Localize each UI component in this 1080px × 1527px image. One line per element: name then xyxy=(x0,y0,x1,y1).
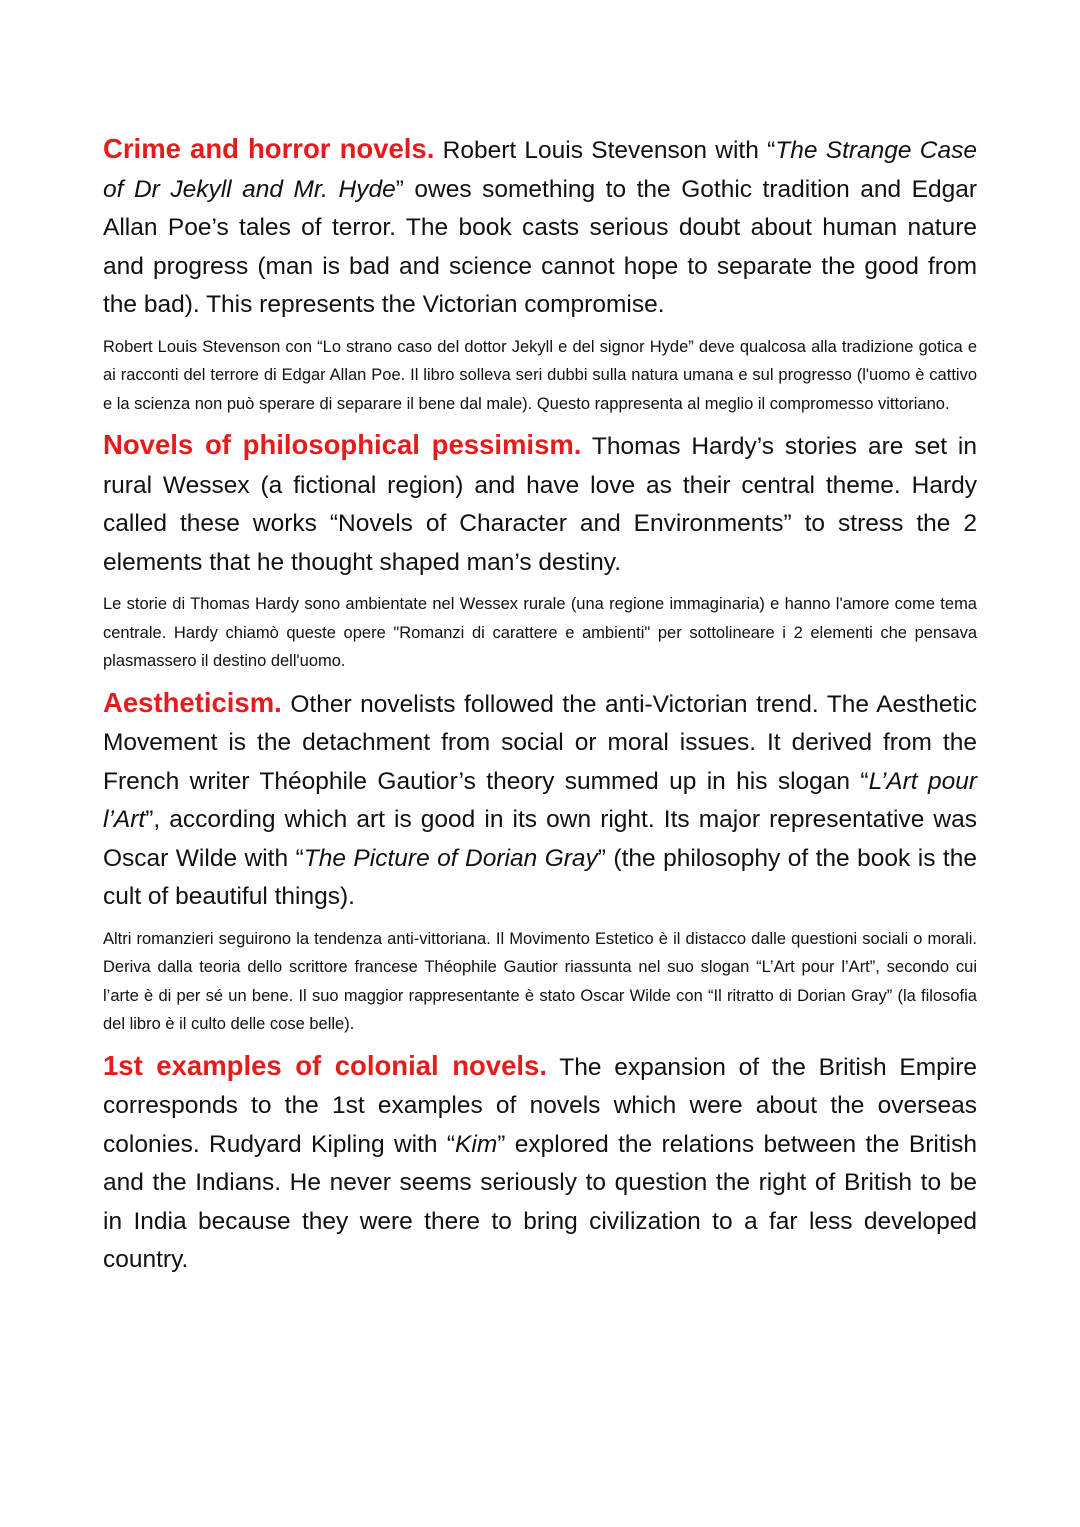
text-run: ” explored the relations between the British and the Indians. He never seems seriously to question the right of British to be in India because they were there to bring civilization to a far less developed country. xyxy=(103,1130,977,1273)
text-run: Other novelists followed the anti-Victorian trend. The Aesthetic Movement is the detachment from social or moral issues. It derived from the French writer Théophile Gautior’s theory summed up in his slogan “ xyxy=(103,690,977,795)
italian-paragraph-pessimism: Le storie di Thomas Hardy sono ambientate nel Wessex rurale (una regione immaginaria) e hanno l'amore come tema centrale. Hardy chiamò queste opere "Romanzi di carattere e ambienti" per sottolineare i 2 elementi che pensava plasmassero il destino dell'uomo. xyxy=(103,595,977,670)
english-paragraph-pessimism xyxy=(103,426,977,582)
book-title-kim: Kim xyxy=(455,1130,498,1158)
document-page xyxy=(103,130,977,1280)
book-title-dorian-gray: The Picture of Dorian Gray xyxy=(303,844,598,872)
text-run: ”, according which art is good in its own right. Its major representative was Oscar Wilde with “ xyxy=(103,806,977,872)
text-run: Robert Louis Stevenson with “ xyxy=(434,137,776,164)
english-paragraph-aestheticism xyxy=(103,684,977,917)
english-paragraph-colonial xyxy=(103,1047,977,1280)
text-run: ” (the philosophy of the book is the cult of beautiful things). xyxy=(103,844,977,910)
text-run: ” owes something to the Gothic tradition and Edgar Allan Poe’s tales of terror. The book casts serious doubt about human nature and progress (man is bad and science cannot hope to separate the good from the bad). This represents the Victorian compromise. xyxy=(103,175,977,318)
text-run: Thomas Hardy’s stories are set in rural Wessex (a fictional region) and have love as their central theme. Hardy called these works “Novels of Character and Environments” to stress the 2 elements that he thought shaped man’s destiny. xyxy=(103,433,977,576)
section-heading-aestheticism: Aestheticism. xyxy=(103,686,282,718)
slogan-art-pour-art: L’Art pour l’Art xyxy=(103,767,977,833)
italian-paragraph-aestheticism: Altri romanzieri seguirono la tendenza anti-vittoriana. Il Movimento Estetico è il distacco dalle questioni sociali o morali. Deriva dalla teoria dello scrittore francese Théophile Gautior riassunta nel suo slogan “L’Art pour l’Art”, secondo cui l’arte è di per sé un bene. Il suo maggior rappresentante è stato Oscar Wilde con “Il ritratto di Dorian Gray” (la filosofia del libro è il culto delle cose belle). xyxy=(103,929,977,1033)
book-title-jekyll-hyde: The Strange Case of Dr Jekyll and Mr. Hyde xyxy=(103,137,977,203)
section-heading-colonial: 1st examples of colonial novels. xyxy=(103,1049,547,1081)
italian-paragraph-crime-horror: Robert Louis Stevenson con “Lo strano caso del dottor Jekyll e del signor Hyde” deve qualcosa alla tradizione gotica e ai racconti del terrore di Edgar Allan Poe. Il libro solleva seri dubbi sulla natura umana e sul progresso (l'uomo è cattivo e la scienza non può sperare di separare il bene dal male). Questo rappresenta al meglio il compromesso vittoriano. xyxy=(103,337,977,413)
section-heading-pessimism: Novels of philosophical pessimism. xyxy=(103,429,582,460)
english-paragraph-crime-horror xyxy=(103,130,977,325)
section-heading-crime-horror: Crime and horror novels. xyxy=(103,133,435,164)
text-run: The expansion of the British Empire corresponds to the 1st examples of novels which were about the overseas colonies. Rudyard Kipling with “ xyxy=(103,1053,977,1158)
